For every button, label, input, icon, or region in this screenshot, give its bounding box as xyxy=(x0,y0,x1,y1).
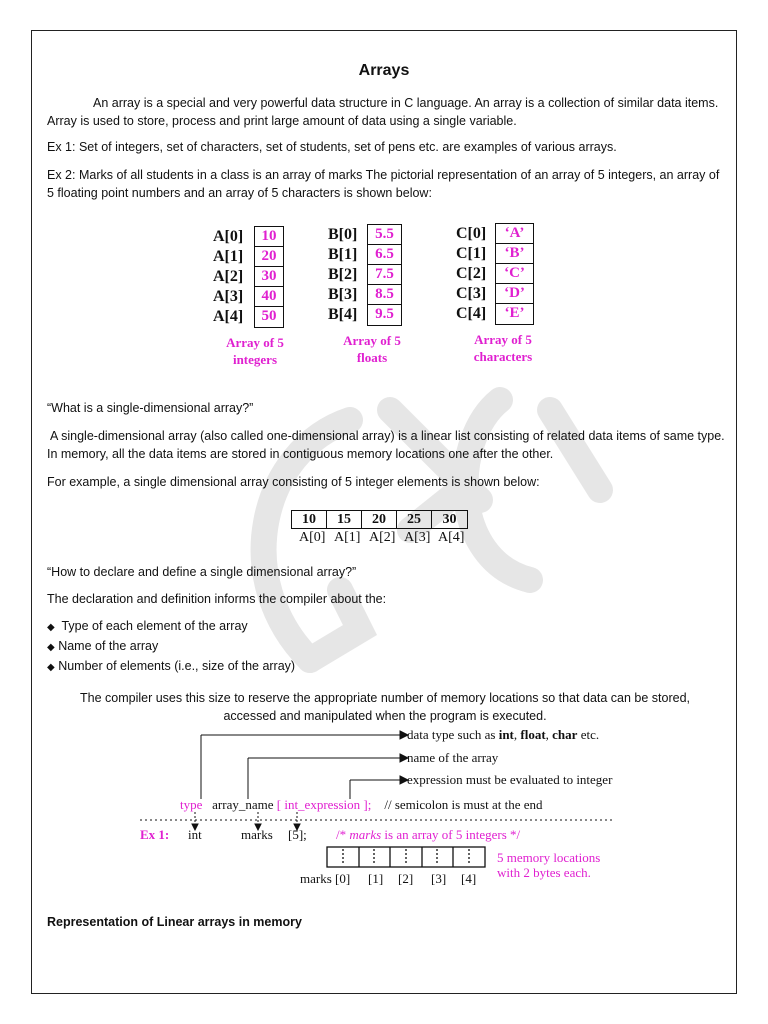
caption-line: Array of 5 xyxy=(226,335,284,350)
section-heading: Representation of Linear arrays in memory xyxy=(47,915,302,929)
question-single-dim: “What is a single-dimensional array?” xyxy=(47,401,254,415)
example-comment xyxy=(336,827,520,843)
example-int: int xyxy=(188,827,202,842)
array-label: A[4] xyxy=(213,308,244,325)
array-label: B[2] xyxy=(328,266,358,283)
memory-label: [4] xyxy=(461,871,477,886)
note-text: data type such as xyxy=(407,727,499,742)
compiler-line: accessed and manipulated when the program is executed. xyxy=(223,709,547,723)
index-label: A[4] xyxy=(438,530,465,545)
memory-note-line: with 2 bytes each. xyxy=(497,865,591,880)
caption-line: floats xyxy=(356,350,388,365)
array-label: B[3] xyxy=(328,286,358,303)
note-data-type xyxy=(407,727,599,743)
syntax-comment: // semicolon is must at the end xyxy=(384,797,543,812)
index-label: A[0] xyxy=(299,530,326,545)
array-label: A[3] xyxy=(213,288,244,305)
memory-label: [1] xyxy=(368,871,384,886)
definition-paragraph: A single-dimensional array (also called one-dimensional array) is a linear list consisting of related data items of same type. In memory, all the data items are stored in contiguous memory locations one after the other. xyxy=(47,429,725,461)
memory-label: marks [0] xyxy=(300,871,351,886)
array-label: B[4] xyxy=(328,306,358,323)
array-label: C[3] xyxy=(456,285,487,302)
syntax-name: array_name xyxy=(212,797,274,812)
note-bold: char xyxy=(552,727,578,742)
array-cell: 8.5 xyxy=(368,285,401,305)
array-cell: ‘E’ xyxy=(504,305,525,321)
array-label: B[1] xyxy=(328,246,358,263)
memory-label: [2] xyxy=(398,871,414,886)
array-label: A[0] xyxy=(213,228,244,245)
note-name: name of the array xyxy=(407,750,499,765)
array-cell: ‘A’ xyxy=(496,224,533,244)
array-label: A[1] xyxy=(213,248,244,265)
single-array-cell: 30 xyxy=(442,512,457,527)
example-text: For example, a single dimensional array consisting of 5 integer elements is shown below: xyxy=(47,475,540,489)
note-bold: float xyxy=(520,727,546,742)
caption-line: Array of 5 xyxy=(474,332,532,347)
single-array-cell: 20 xyxy=(362,511,397,529)
caption-line: integers xyxy=(232,352,278,367)
array-cell: ‘C’ xyxy=(496,264,533,284)
bullet-text: Name of the array xyxy=(58,639,159,653)
example-size: [5]; xyxy=(288,827,307,842)
note-bold: int xyxy=(498,727,514,742)
page-title: Arrays xyxy=(358,62,410,79)
bullet-text: Type of each element of the array xyxy=(61,619,248,633)
array-label: C[0] xyxy=(456,225,487,242)
example-2-text: Ex 2: Marks of all students in a class is an array of marks The pictorial representation of an array of 5 integers, an array of 5 floating point numbers and an array of 5 characters is shown below: xyxy=(47,168,720,200)
array-cell: 5.5 xyxy=(368,225,401,245)
comment-italic: marks xyxy=(349,827,382,842)
array-cell: ‘B’ xyxy=(496,244,533,264)
bullet-text: Number of elements (i.e., size of the array) xyxy=(58,659,296,673)
diamond-bullet-icon: ◆ xyxy=(47,662,55,673)
index-label: A[2] xyxy=(369,530,396,545)
informs-text: The declaration and definition informs the compiler about the: xyxy=(47,592,387,606)
single-array-cell: 25 xyxy=(397,511,432,529)
single-array-cell: 10 xyxy=(292,511,327,529)
caption-line: Array of 5 xyxy=(343,333,401,348)
note-text: etc. xyxy=(577,727,600,742)
index-label: A[3] xyxy=(404,530,431,545)
memory-note-line: 5 memory locations xyxy=(497,850,601,865)
array-cell: 20 xyxy=(255,247,283,267)
comment-text: is an array of 5 integers */ xyxy=(381,827,521,842)
array-label: C[2] xyxy=(456,265,487,282)
array-label: C[4] xyxy=(456,305,487,322)
comment-text: /* xyxy=(336,827,350,842)
caption-line: characters xyxy=(473,349,533,364)
syntax-expression: [ int_expression ]; xyxy=(276,797,372,812)
index-label: A[1] xyxy=(334,530,361,545)
note-text: , xyxy=(513,727,521,742)
example-label: Ex 1: xyxy=(140,827,170,842)
diamond-bullet-icon: ◆ xyxy=(47,622,55,633)
note-expression: expression must be evaluated to integer xyxy=(407,772,613,787)
array-cell: 7.5 xyxy=(368,265,401,285)
compiler-line: The compiler uses this size to reserve the appropriate number of memory locations so that data can be stored, xyxy=(79,691,691,705)
array-label: B[0] xyxy=(328,226,358,243)
single-array-cell: 15 xyxy=(327,511,362,529)
array-cell: 9.5 xyxy=(375,306,394,322)
array-cell: 40 xyxy=(255,287,283,307)
example-1-text: Ex 1: Set of integers, set of characters, set of students, set of pens etc. are examples of various arrays. xyxy=(47,140,617,154)
note-text: , xyxy=(545,727,553,742)
example-marks: marks xyxy=(241,827,273,842)
array-label: C[1] xyxy=(456,245,487,262)
array-cell: 50 xyxy=(261,308,277,324)
memory-label: [3] xyxy=(431,871,447,886)
array-cell: 30 xyxy=(255,267,283,287)
array-label: A[2] xyxy=(213,268,244,285)
array-cell: 10 xyxy=(255,227,283,247)
syntax-line xyxy=(180,797,543,813)
question-declare: “How to declare and define a single dimensional array?” xyxy=(47,565,357,579)
array-cell: ‘D’ xyxy=(496,284,533,304)
array-cell: 6.5 xyxy=(368,245,401,265)
diamond-bullet-icon: ◆ xyxy=(47,642,55,653)
syntax-type: type xyxy=(180,797,203,812)
intro-paragraph: An array is a special and very powerful data structure in C language. An array is a collection of similar data items. Array is used to store, process and print large amount of data using a single variable. xyxy=(47,96,719,128)
memory-note xyxy=(497,850,600,880)
